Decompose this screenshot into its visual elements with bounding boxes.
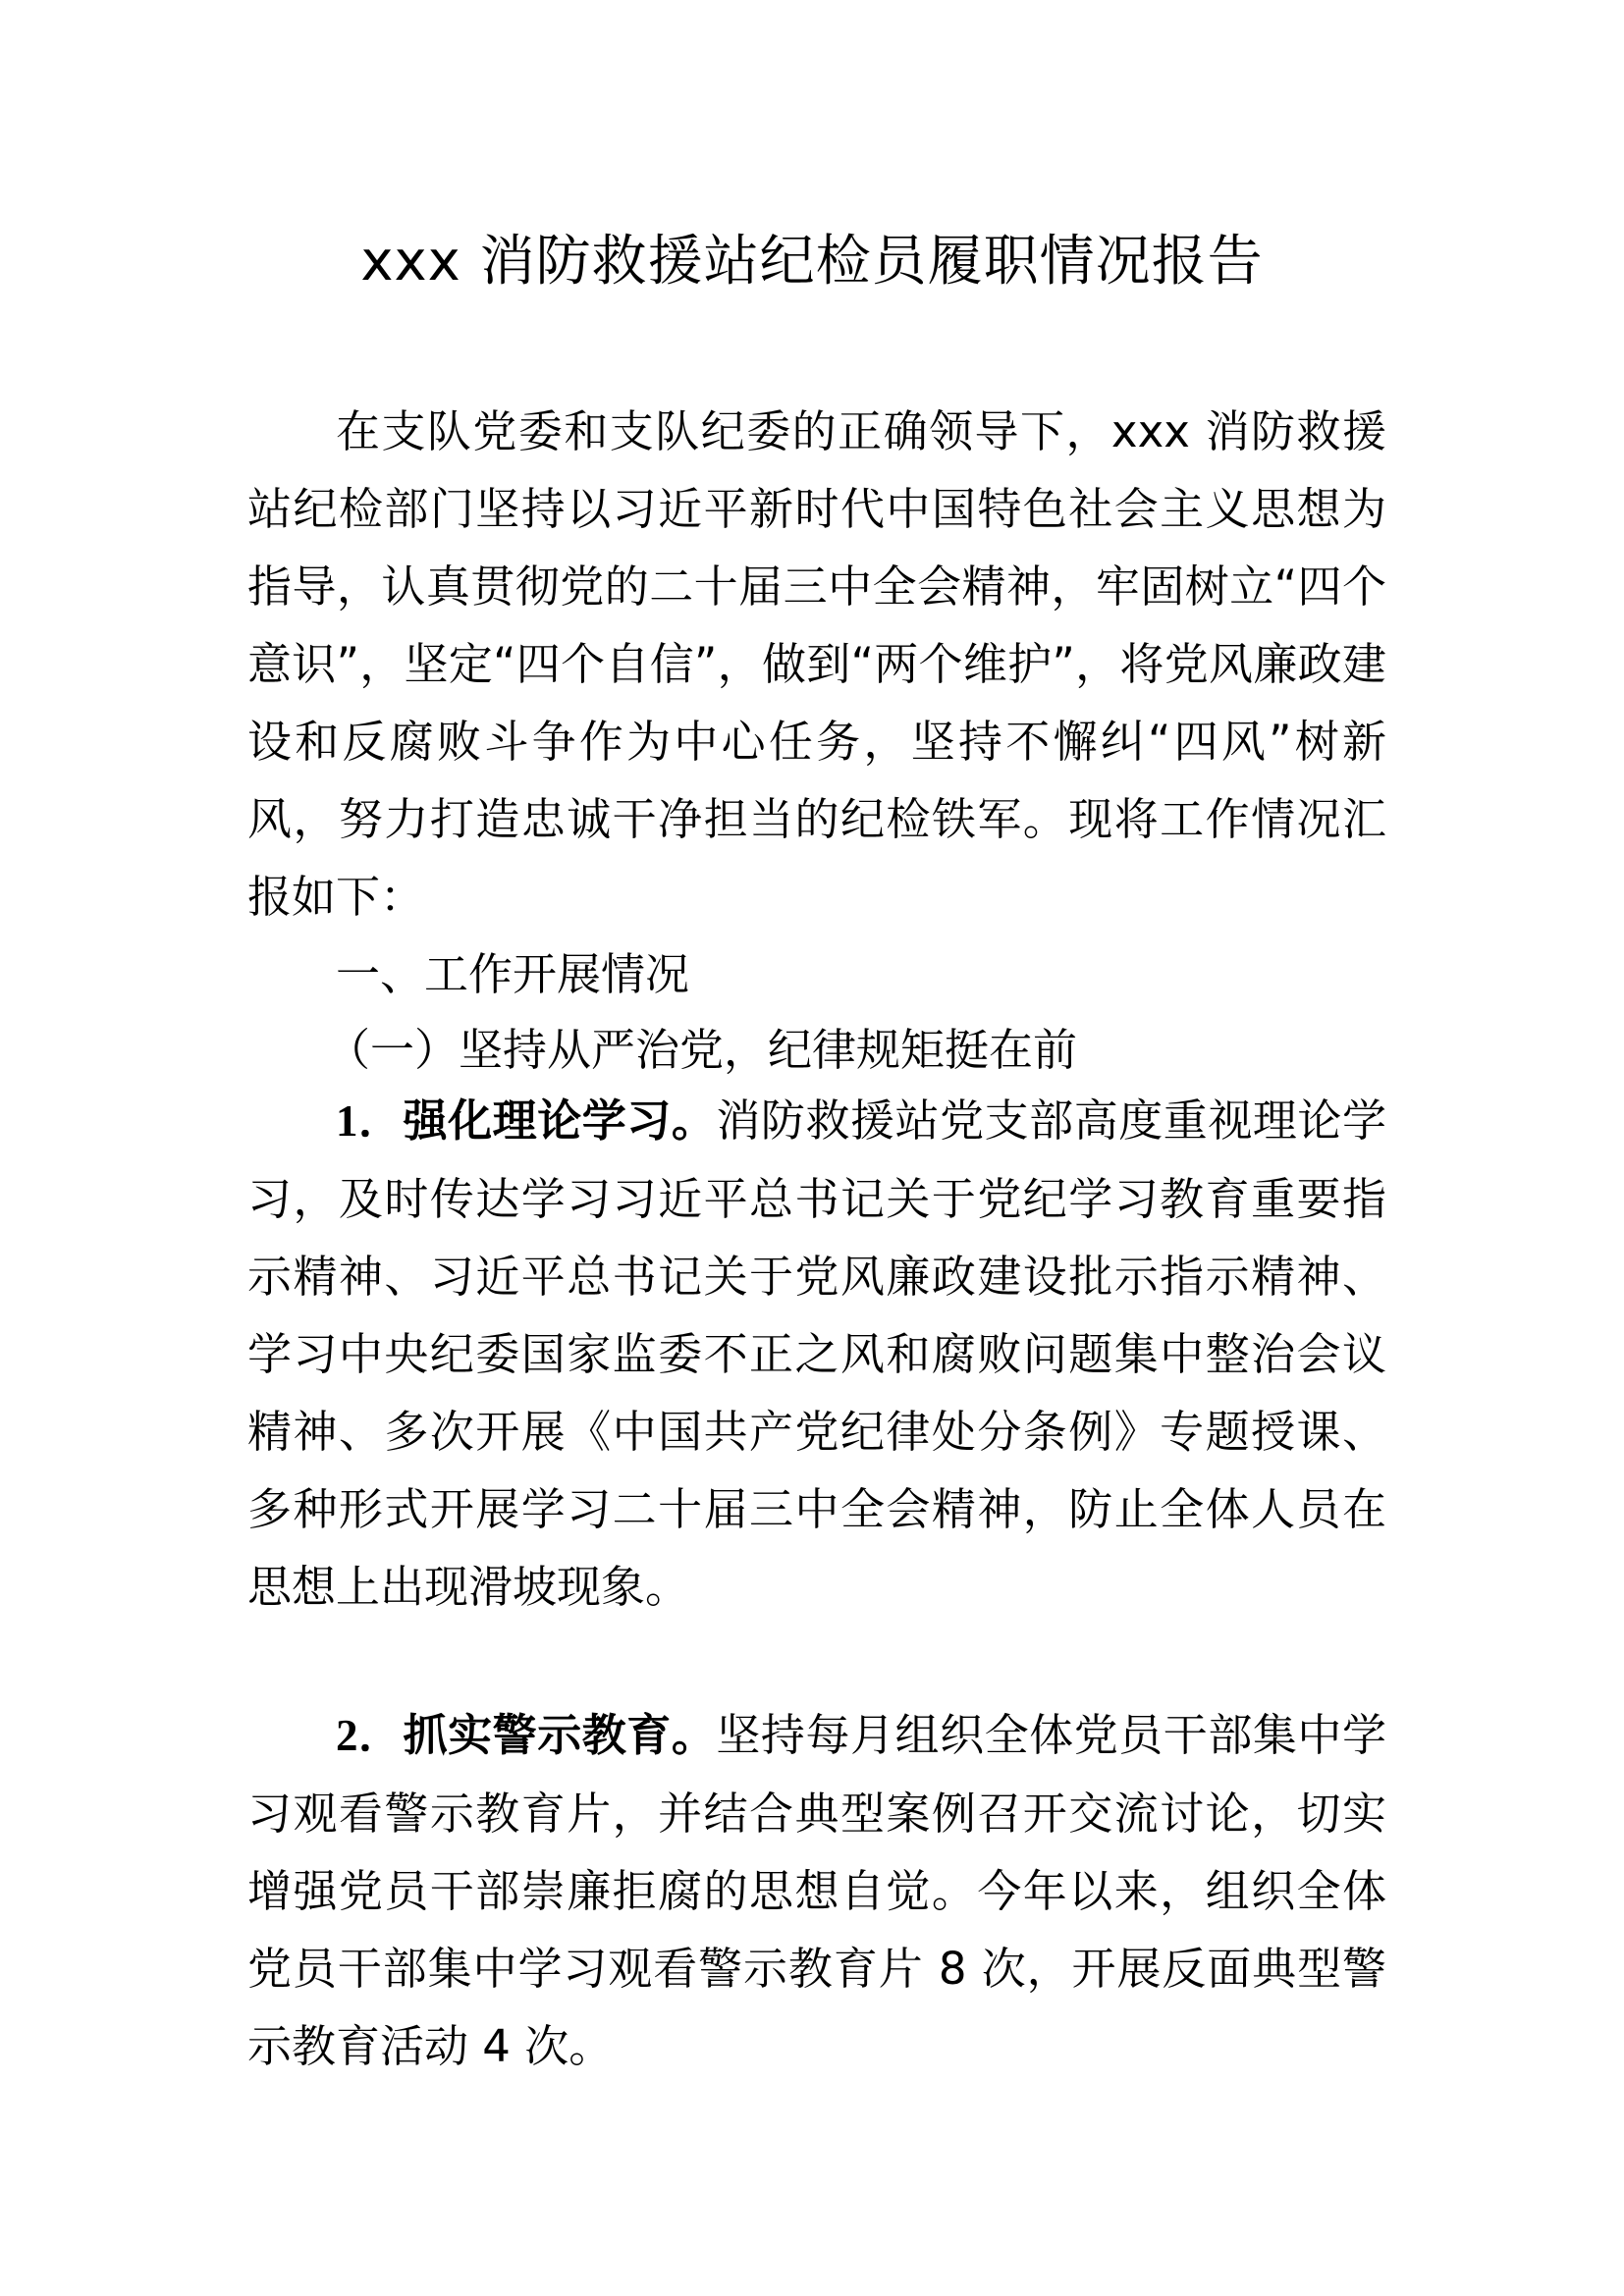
item-lead: 抓实警示教育。 — [403, 1709, 717, 1761]
subsection-heading-text: （一）坚持从严治党，纪律规矩挺在前 — [326, 1024, 1078, 1076]
item-number: 1． — [336, 1096, 404, 1146]
intro-text: 在支队党委和支队纪委的正确领导下，xxx 消防救援站纪检部门坚持以习近平新时代中国特色社会主义思想为指导，认真贯彻党的二十届三中全会精神，牢固树立“四个意识”，坚定“四个自信”，做到“两个维护”，将党风廉政建设和反腐败斗争作为中心任务，坚持不懈纠“四风”树新风，努力打造忠诚干净担当的纪检铁军。现将工作情况汇报如下： — [247, 405, 1386, 923]
item-paragraph-1 — [247, 1082, 1386, 1626]
section-heading — [247, 935, 1386, 1013]
item-text: 消防救援站党支部高度重视理论学习，及时传达学习习近平总书记关于党纪学习教育重要指示精神、习近平总书记关于党风廉政建设批示指示精神、学习中央纪委国家监委不正之风和腐败问题集中整治会议精神、多次开展《中国共产党纪律处分条例》专题授课、多种形式开展学习二十届三中全会精神，防止全体人员在思想上出现滑坡现象。 — [247, 1095, 1386, 1613]
intro-paragraph — [247, 393, 1386, 935]
item-lead: 强化理论学习。 — [403, 1095, 717, 1147]
item-number: 2． — [336, 1711, 404, 1760]
document-title: xxx 消防救援站纪检员履职情况报告 — [360, 230, 1264, 294]
item-paragraph-2 — [247, 1696, 1386, 2085]
subsection-heading — [247, 1011, 1386, 1089]
item-text: 坚持每月组织全体党员干部集中学习观看警示教育片，并结合典型案例召开交流讨论，切实增强党员干部崇廉拒腐的思想自觉。今年以来，组织全体党员干部集中学习观看警示教育片 8 次，开展反面典型警示教育活动 4 次。 — [247, 1709, 1386, 2072]
section-heading-text: 一、工作开展情况 — [336, 948, 690, 1000]
